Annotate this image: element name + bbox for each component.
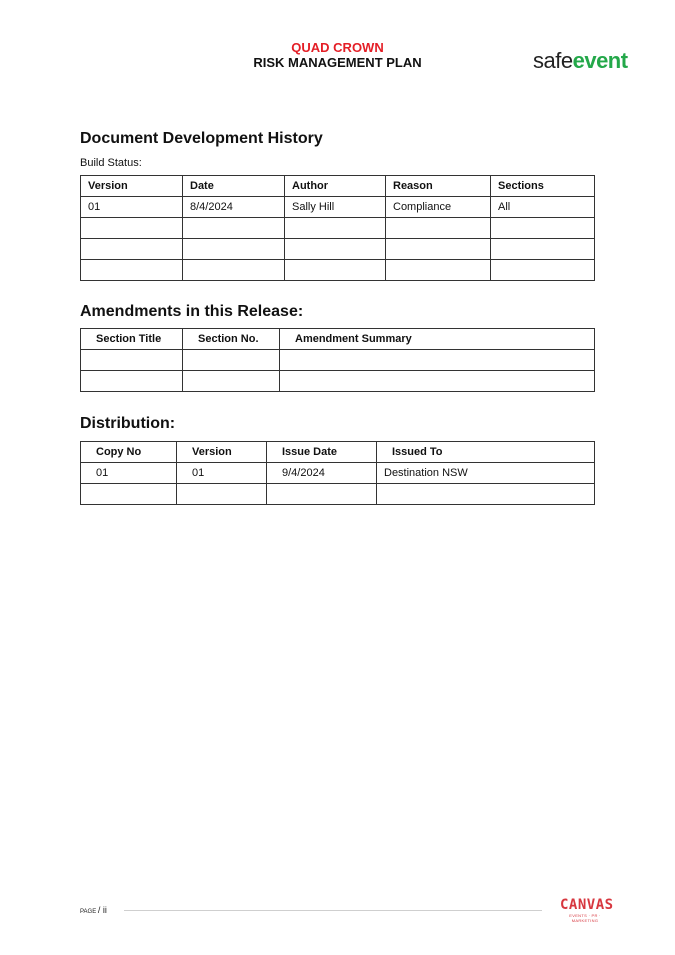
table-cell [267, 484, 377, 505]
amendments-table [80, 328, 595, 392]
column-header: Sections [491, 176, 595, 197]
logo-part-event: event [572, 48, 628, 73]
table-cell: Sally Hill [285, 197, 386, 218]
table-cell [280, 350, 595, 371]
history-table [80, 175, 595, 281]
table-cell [81, 239, 183, 260]
canvas-brand: CANVAS [560, 897, 614, 913]
event-name: QUAD CROWN [291, 40, 384, 55]
column-header: Copy No [81, 442, 177, 463]
table-cell: Compliance [386, 197, 491, 218]
table-cell [280, 371, 595, 392]
table-cell [386, 218, 491, 239]
table-cell [183, 350, 280, 371]
table-cell [183, 239, 285, 260]
table-cell [183, 218, 285, 239]
column-header: Author [285, 176, 386, 197]
table-cell: All [491, 197, 595, 218]
column-header: Amendment Summary [280, 329, 595, 350]
distribution-table [80, 441, 595, 505]
table-cell [377, 484, 595, 505]
column-header: Issued To [377, 442, 595, 463]
table-row [81, 197, 595, 218]
table-cell [177, 484, 267, 505]
page-label: PAGE [80, 909, 97, 915]
table-cell: 01 [81, 197, 183, 218]
column-header: Version [81, 176, 183, 197]
plan-title: RISK MANAGEMENT PLAN [253, 55, 422, 70]
table-row [81, 463, 595, 484]
table-row [81, 239, 595, 260]
column-header: Date [183, 176, 285, 197]
table-row [81, 218, 595, 239]
table-cell: Destination NSW [377, 463, 595, 484]
distribution-heading: Distribution: [80, 415, 176, 432]
table-cell: 01 [81, 463, 177, 484]
canvas-logo [560, 897, 614, 923]
table-header-row [81, 176, 595, 197]
table-cell [386, 239, 491, 260]
table-cell: 01 [177, 463, 267, 484]
table-cell [491, 218, 595, 239]
table-row [81, 484, 595, 505]
logo-part-safe: safe [533, 48, 573, 73]
column-header: Section No. [183, 329, 280, 350]
table-cell [491, 260, 595, 281]
column-header: Section Title [81, 329, 183, 350]
table-row [81, 371, 595, 392]
history-heading: Document Development History [80, 130, 323, 147]
column-header: Reason [386, 176, 491, 197]
table-cell: 9/4/2024 [267, 463, 377, 484]
table-header-row [81, 329, 595, 350]
table-cell [81, 350, 183, 371]
build-status-label: Build Status: [80, 157, 142, 169]
page-number-value: / ii [97, 905, 107, 915]
table-cell: 8/4/2024 [183, 197, 285, 218]
column-header: Issue Date [267, 442, 377, 463]
table-cell [285, 239, 386, 260]
table-cell [183, 260, 285, 281]
table-header-row [81, 442, 595, 463]
table-cell [386, 260, 491, 281]
canvas-tagline: EVENTS · PR · MARKETING [569, 913, 601, 923]
table-cell [81, 260, 183, 281]
column-header: Version [177, 442, 267, 463]
table-cell [285, 260, 386, 281]
table-cell [81, 484, 177, 505]
table-cell [285, 218, 386, 239]
safeevent-logo [533, 48, 628, 74]
amendments-heading: Amendments in this Release: [80, 303, 304, 320]
table-cell [183, 371, 280, 392]
table-cell [491, 239, 595, 260]
table-cell [81, 218, 183, 239]
table-row [81, 350, 595, 371]
footer-divider [124, 910, 542, 911]
table-cell [81, 371, 183, 392]
page-number [80, 905, 107, 915]
table-row [81, 260, 595, 281]
